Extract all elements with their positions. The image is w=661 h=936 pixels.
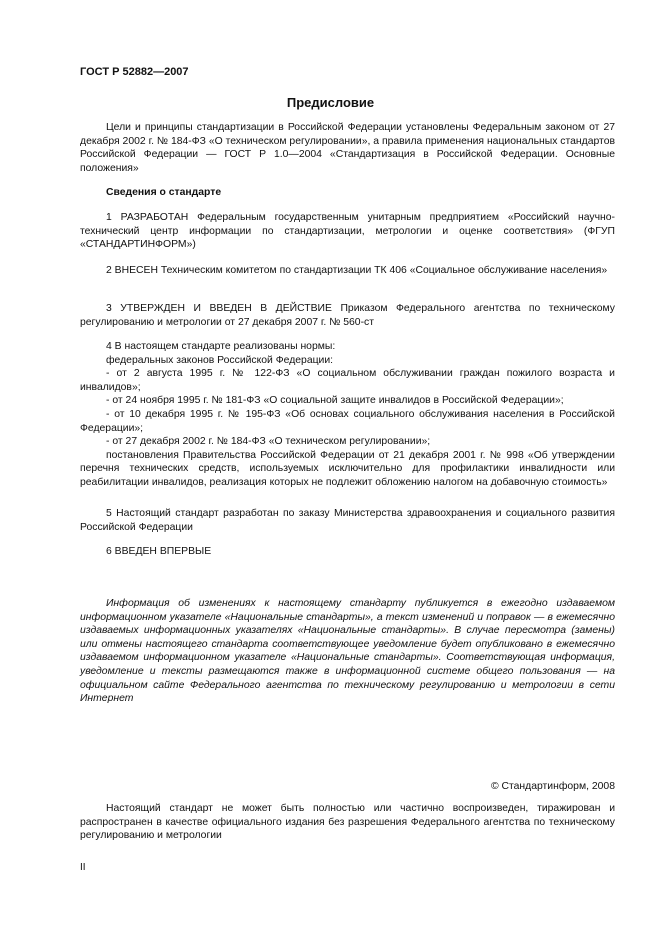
item-2: 2 ВНЕСЕН Техническим комитетом по стандартизации ТК 406 «Социальное обслуживание населения» [106,265,608,276]
intro-paragraph: Цели и принципы стандартизации в Российской Федерации установлены Федеральным законом от 27 декабря 2002 г. № 184-ФЗ «О техническом регулировании», а правила применения национальных стандартов Российской Федерации — ГОСТ Р 1.0—2004 «Стандартизация в Российской Федерации. Основные положения» [80,122,615,174]
standard-number: ГОСТ Р 52882—2007 [80,66,189,78]
item-5: 5 Настоящий стандарт разработан по заказу Министерства здравоохранения и социального развития Российской Федерации [80,508,615,533]
item-4-decree: постановления Правительства Российской Федерации от 21 декабря 2001 г. № 998 «Об утверждении перечня технических средств, используемых исключительно для профилактики инвалидности или реабилитации инвалидов, реализация которых не подлежит обложению налогом на добавочную стоимость» [80,449,615,488]
section-heading: Сведения о стандарте [106,187,222,198]
item-1: 1 РАЗРАБОТАН Федеральным государственным унитарным предприятием «Российский научно-технический центр информации по стандартизации, метрологии и оценке соответствия» (ФГУП «СТАНДАРТИНФОРМ») [80,212,615,251]
item-6: 6 ВВЕДЕН ВПЕРВЫЕ [106,546,212,557]
item-4-laws-intro: федеральных законов Российской Федерации: [106,354,334,366]
page-number: II [80,862,86,873]
item-4-law-3: - от 10 декабря 1995 г. № 195-ФЗ «Об основах социального обслуживания населения в Российской Федерации»; [80,408,615,434]
reproduction-notice: Настоящий стандарт не может быть полностью или частично воспроизведен, тиражирован и распространен в качестве официального издания без разрешения Федерального агентства по техническому регулированию и метрологии [80,803,615,842]
item-4-law-1: - от 2 августа 1995 г. № 122-ФЗ «О социальном обслуживании граждан пожилого возраста и инвалидов»; [80,368,615,393]
page-title: Предисловие [286,95,375,110]
copyright: © Стандартинформ, 2008 [490,781,615,792]
item-3: 3 УТВЕРЖДЕН И ВВЕДЕН В ДЕЙСТВИЕ Приказом Федерального агентства по техническому регулированию и метрологии от 27 декабря 2007 г. № 560-ст [80,303,615,328]
item-4 [80,340,615,490]
item-4-law-4: - от 27 декабря 2002 г. № 184-ФЗ «О техническом регулировании»; [106,436,431,448]
item-4-title: 4 В настоящем стандарте реализованы нормы: [106,341,336,352]
changes-notice: Информация об изменениях к настоящему стандарту публикуется в ежегодно издаваемом информационном указателе «Национальные стандарты», а текст изменений и поправок — в ежемесячно издаваемых информационных указателях «Национальные стандарты». В случае пересмотра (замены) или отмены настоящего стандарта соответствующее уведомление будет опубликовано в ежемесячно издаваемом информационном указателе «Национальные стандарты». Соответствующая информация, уведомление и тексты размещаются также в информационной системе общего пользования — на официальном сайте Федерального агентства по техническому регулированию и метрологии в сети Интернет [80,598,615,705]
item-4-law-2: - от 24 ноября 1995 г. № 181-ФЗ «О социальной защите инвалидов в Российской Федерации»; [106,395,564,407]
